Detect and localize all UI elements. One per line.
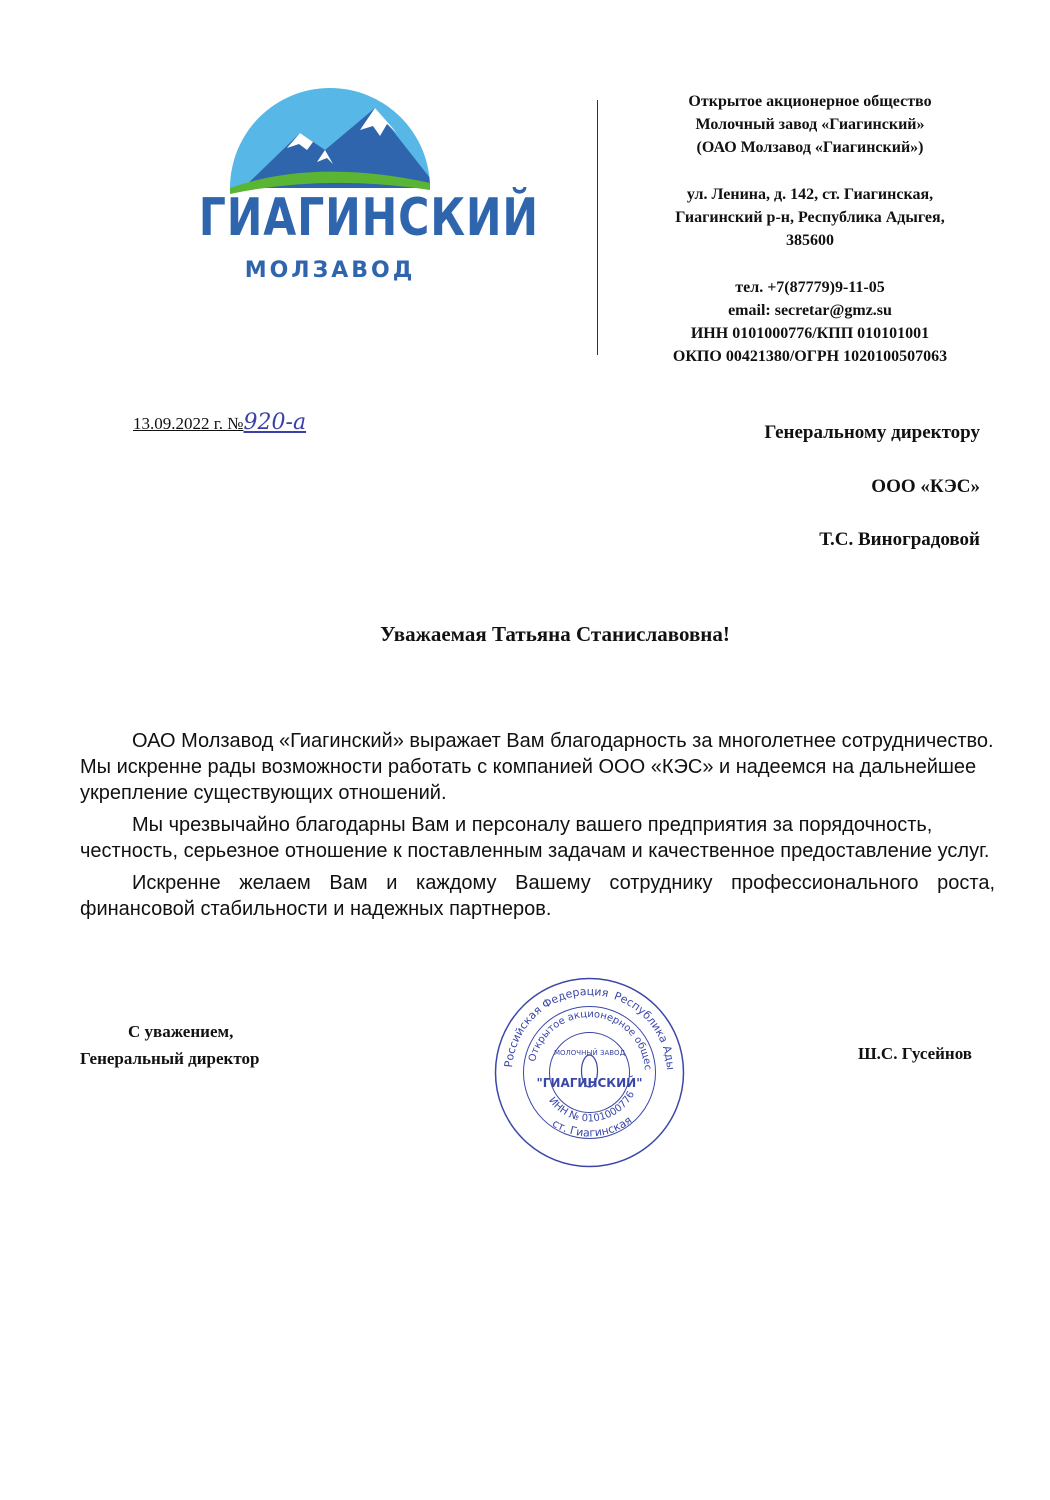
company-name: Молочный завод «Гиагинский» xyxy=(695,116,925,133)
company-logo xyxy=(170,78,539,298)
stamp-inner-top: Открытое акционерное общес xyxy=(527,1008,653,1071)
body-paragraph: Мы чрезвычайно благодарны Вам и персоналу вашего предприятия за порядочность, честность, серьезное отношение к поставленным задачам и качественное предоставление услуг. xyxy=(80,814,990,862)
company-inn: ИНН 0101000776/КПП 010101001 xyxy=(690,325,930,342)
company-address-line: Гиагинский р-н, Республика Адыгея, xyxy=(675,209,945,226)
mountain-logo-icon xyxy=(225,78,435,196)
company-postcode: 385600 xyxy=(786,232,834,249)
closing-regards: С уважением, xyxy=(128,1022,234,1041)
body-paragraph: Искренне желаем Вам и каждому Вашему сотруднику профессионального роста, финансовой стабильности и надежных партнеров. xyxy=(80,872,995,920)
stamp-outer-right: Республика Ады xyxy=(612,989,678,1071)
stamp-center: "ГИАГИНСКИЙ" xyxy=(536,1076,643,1090)
stamp-center-small: МОЛОЧНЫЙ ЗАВОД xyxy=(553,1049,626,1057)
stamp-bottom: ст. Гиагинская xyxy=(549,1113,635,1140)
company-address-line: ул. Ленина, д. 142, ст. Гиагинская, xyxy=(686,186,934,203)
header-divider xyxy=(597,100,598,355)
company-okpo: ОКПО 00421380/ОГРН 1020100507063 xyxy=(672,348,948,365)
logo-subtitle: МОЛЗАВОД xyxy=(244,258,416,283)
addressee-position: Генеральному директору xyxy=(764,422,980,443)
closing xyxy=(80,1018,259,1072)
company-info xyxy=(610,90,1010,368)
body-paragraph: ОАО Молзавод «Гиагинский» выражает Вам благодарность за многолетнее сотрудничество. Мы искренне рады возможности работать с компанией ООО «КЭС» и надеемся на дальнейшее укрепление существующих отношений. xyxy=(80,730,994,804)
stamp-seal-icon xyxy=(492,975,687,1170)
closing-title: Генеральный директор xyxy=(80,1049,260,1068)
document-date: 13.09.2022 г. № xyxy=(133,414,244,433)
company-short-name: (ОАО Молзавод «Гиагинский») xyxy=(696,139,924,156)
stamp-outer-left: Российская Федерация xyxy=(502,984,610,1069)
signer-name: Ш.С. Гусейнов xyxy=(858,1044,972,1063)
logo-brand-text: ГИАГИНСКИЙ xyxy=(198,188,539,248)
company-stamp xyxy=(492,975,687,1170)
document-dateline xyxy=(133,410,306,435)
company-email: email: secretar@gmz.su xyxy=(728,302,892,319)
stamp-inn: ИНН № 0101000776 xyxy=(546,1089,638,1125)
greeting: Уважаемая Татьяна Станиславовна! xyxy=(380,622,730,646)
addressee-name: Т.С. Виноградовой xyxy=(819,529,980,550)
addressee-org: ООО «КЭС» xyxy=(871,476,980,497)
company-phone: тел. +7(87779)9-11-05 xyxy=(735,279,885,296)
document-number: 920-а xyxy=(243,410,307,435)
company-type: Открытое акционерное общество xyxy=(688,93,932,110)
letter-body xyxy=(80,728,995,928)
